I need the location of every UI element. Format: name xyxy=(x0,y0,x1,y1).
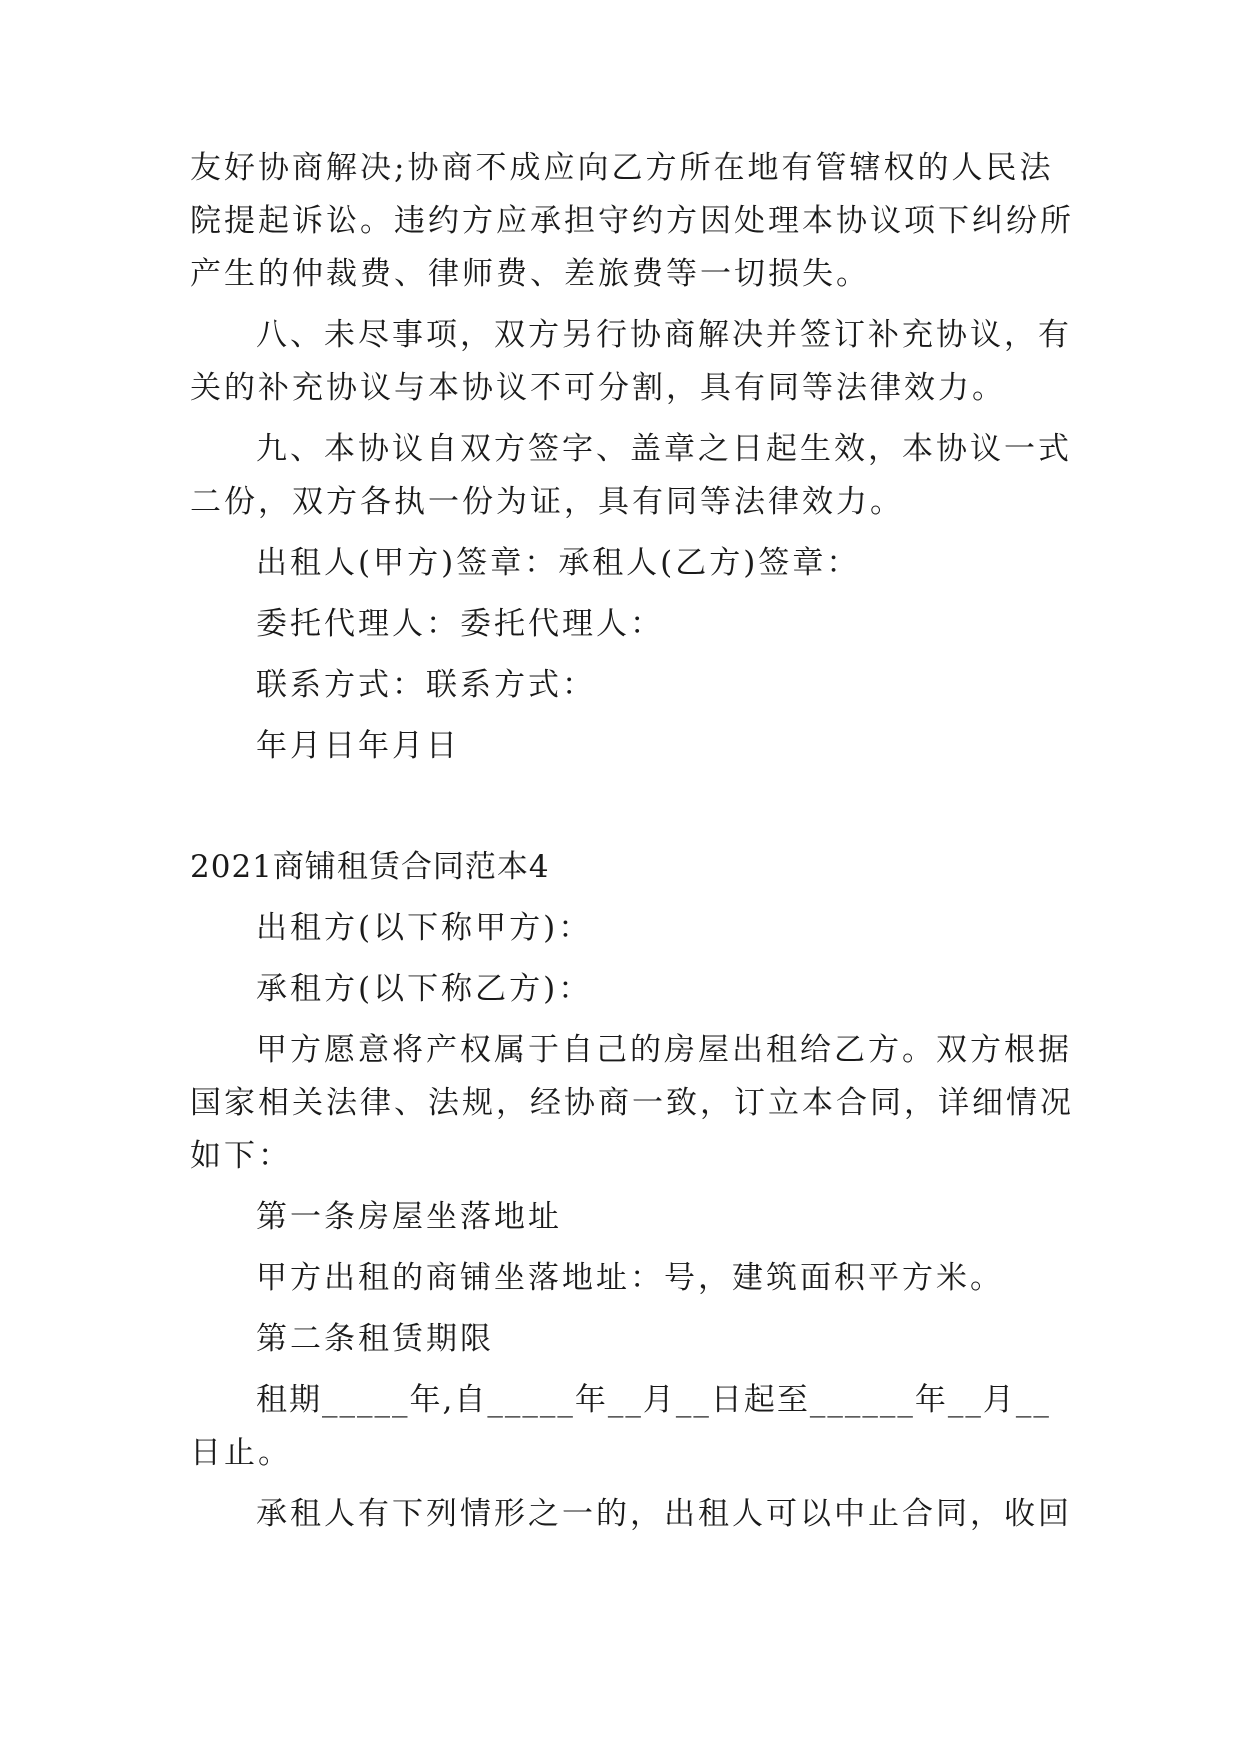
paragraph-line: 九、本协议自双方签字、盖章之日起生效，本协议一式 xyxy=(256,431,1072,467)
signature-line: 出租人(甲方)签章：承租人(乙方)签章： xyxy=(256,545,861,581)
contact-line: 联系方式：联系方式： xyxy=(256,667,596,703)
paragraph-line: 院提起诉讼。违约方应承担守约方因处理本协议项下纠纷所 xyxy=(190,203,1074,239)
paragraph-line: 甲方出租的商铺坐落地址：号，建筑面积平方米。 xyxy=(256,1260,1004,1296)
paragraph-line: 关的补充协议与本协议不可分割，具有同等法律效力。 xyxy=(190,370,1006,406)
date-line: 年月日年月日 xyxy=(256,728,460,764)
paragraph-line: 八、未尽事项，双方另行协商解决并签订补充协议，有 xyxy=(256,317,1072,353)
article-heading: 第二条租赁期限 xyxy=(256,1321,494,1357)
term-line: 租期_____年,自_____年__月__日起至______年__月__ xyxy=(256,1382,1051,1418)
paragraph-line: 产生的仲裁费、律师费、差旅费等一切损失。 xyxy=(190,256,870,292)
agent-line: 委托代理人：委托代理人： xyxy=(256,606,664,642)
lessor-line: 出租方(以下称甲方)： xyxy=(256,910,593,946)
paragraph-line: 承租人有下列情形之一的，出租人可以中止合同，收回 xyxy=(256,1496,1072,1532)
paragraph-line: 甲方愿意将产权属于自己的房屋出租给乙方。双方根据 xyxy=(256,1032,1072,1068)
paragraph-line: 友好协商解决;协商不成应向乙方所在地有管辖权的人民法 xyxy=(190,150,1054,186)
lessee-line: 承租方(以下称乙方)： xyxy=(256,971,593,1007)
article-heading: 第一条房屋坐落地址 xyxy=(256,1199,562,1235)
section-title: 2021商铺租赁合同范本4 xyxy=(190,849,550,885)
paragraph-line: 如下： xyxy=(190,1138,292,1174)
paragraph-line: 日止。 xyxy=(190,1435,292,1471)
paragraph-line: 二份，双方各执一份为证，具有同等法律效力。 xyxy=(190,484,904,520)
paragraph-line: 国家相关法律、法规，经协商一致，订立本合同，详细情况 xyxy=(190,1085,1074,1121)
